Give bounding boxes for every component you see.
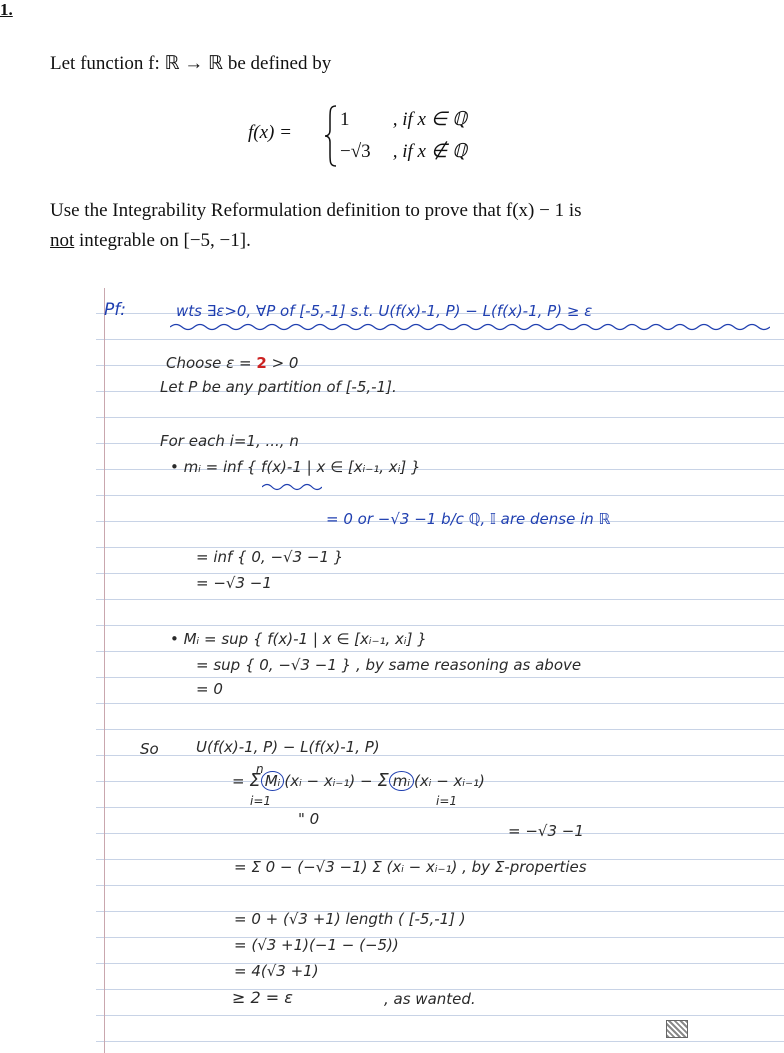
case-row-rational [340, 108, 467, 131]
problem-number: 1. [0, 0, 13, 19]
let-partition: Let P be any partition of [-5,-1]. [160, 378, 397, 396]
choose-text: Choose ε = [166, 354, 257, 372]
circled-m: mᵢ [389, 771, 414, 791]
m-reasoning: = 0 or −√3 −1 b/c ℚ, 𝕀 are dense in ℝ [326, 510, 611, 528]
m-result: = −√3 −1 [196, 574, 272, 592]
lower-sum-tail: (xᵢ − xᵢ₋₁) [414, 772, 485, 790]
epsilon-value: 2 [256, 354, 267, 372]
circled-M: Mᵢ [261, 771, 285, 791]
sum-expansion-line [232, 770, 485, 791]
case2-condition: , if x ∉ ℚ [392, 141, 467, 162]
M-sup-set: = sup { 0, −√3 −1 } , by same reasoning as above [196, 656, 582, 674]
proof-label: Pf: [104, 300, 126, 320]
notebook-margin-line [104, 288, 105, 1053]
stamp-icon [666, 1020, 688, 1038]
M-definition: • Mᵢ = sup { f(x)-1 | x ∈ [xᵢ₋₁, xᵢ] } [170, 630, 427, 648]
function-definition [248, 104, 508, 168]
not-emphasis: not [50, 230, 75, 251]
for-each-line: For each i=1, ..., n [160, 432, 299, 450]
four-line: = 4(√3 +1) [234, 962, 319, 980]
so-label: So [140, 740, 159, 758]
eq-sign: = [232, 772, 245, 790]
as-wanted: , as wanted. [384, 990, 476, 1008]
length-line: = 0 + (√3 +1) length ( [-5,-1] ) [234, 910, 466, 928]
sigma-lower: Σ [377, 770, 389, 791]
sum-limit-upper: i=1 [250, 794, 272, 808]
sum-top-upper: n [256, 762, 264, 776]
sum-limit-lower: i=1 [436, 794, 458, 808]
sigma-properties-line: = Σ 0 − (−√3 −1) Σ (xᵢ − xᵢ₋₁) , by Σ-properties [234, 858, 587, 876]
task-line-1: Use the Integrability Reformulation definition to prove that f(x) − 1 is [50, 200, 582, 221]
M-equals-zero-note: " 0 [298, 810, 320, 828]
case2-value: −√3 [340, 141, 371, 162]
m-equals-note: = −√3 −1 [508, 822, 584, 840]
choose-epsilon [166, 354, 298, 372]
choose-tail: > 0 [266, 354, 299, 372]
upper-sum-tail: (xᵢ − xᵢ₋₁) − [284, 772, 373, 790]
task-line-2-rest: integrable on [−5, −1]. [74, 230, 251, 251]
m-definition: • mᵢ = inf { f(x)-1 | x ∈ [xᵢ₋₁, xᵢ] } [170, 458, 421, 476]
case1-condition: , if x ∈ ℚ [392, 109, 467, 130]
wts-statement: wts ∃ε>0, ∀P of [-5,-1] s.t. U(f(x)-1, P) − L(f(x)-1, P) ≥ ε [176, 302, 593, 320]
task-line-2 [50, 230, 251, 252]
problem-intro: Let function f: ℝ → ℝ be defined by [50, 53, 332, 74]
difference-line: = (√3 +1)(−1 − (−5)) [234, 936, 399, 954]
case-row-irrational [340, 140, 467, 163]
m-inf-set: = inf { 0, −√3 −1 } [196, 548, 344, 566]
definition-lhs: f(x) = [248, 122, 292, 143]
m-squiggle [262, 482, 322, 492]
wts-underline-squiggle [170, 322, 770, 332]
upper-minus-lower: U(f(x)-1, P) − L(f(x)-1, P) [196, 738, 380, 756]
sigma-upper: Σ [249, 770, 261, 791]
cases-brace [324, 104, 338, 168]
final-inequality: ≥ 2 = ε [232, 988, 293, 1007]
case1-value: 1 [340, 109, 350, 130]
M-result: = 0 [196, 680, 223, 698]
